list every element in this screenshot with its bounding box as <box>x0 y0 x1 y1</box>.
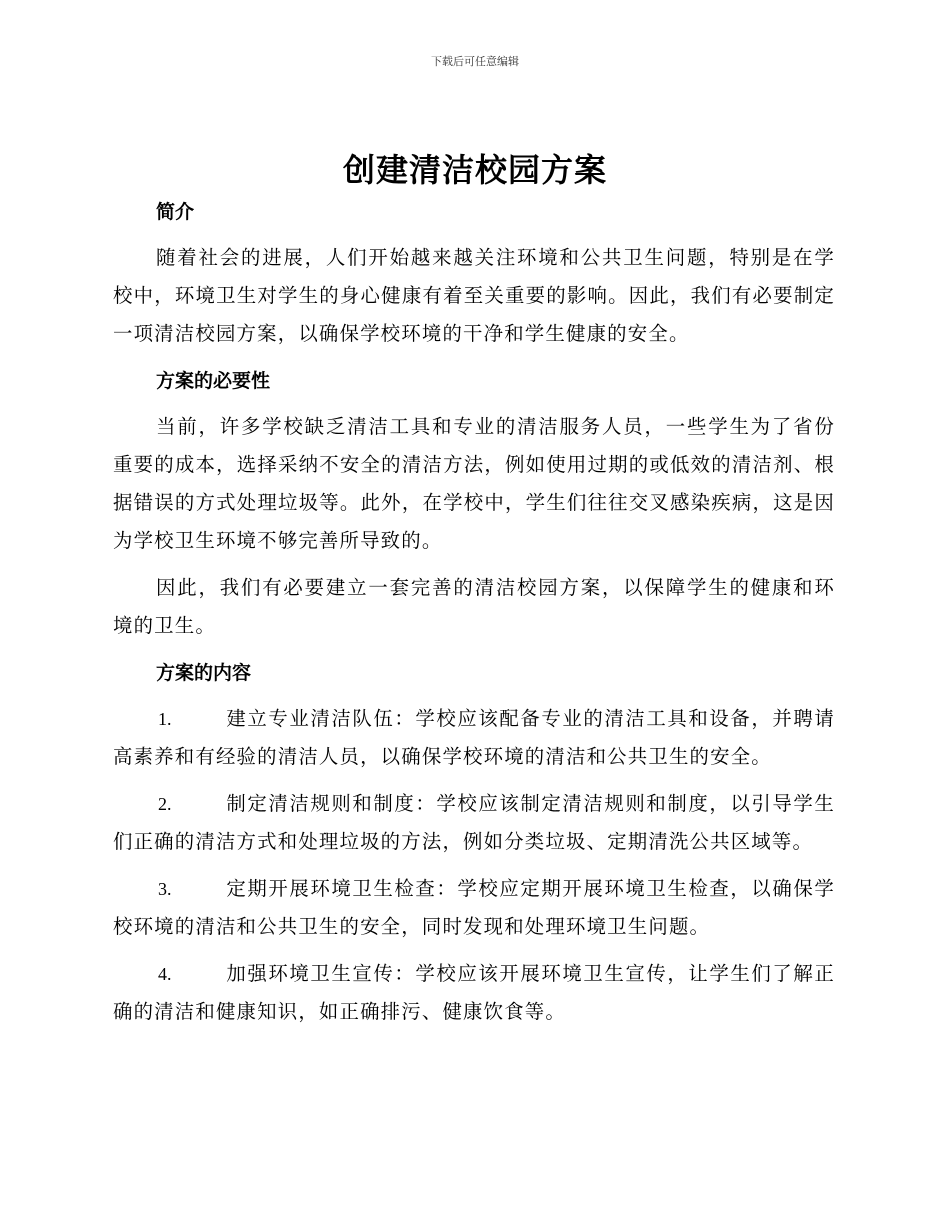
list-item-text: 定期开展环境卫生检查：学校应定期开展环境卫生检查，以确保学校环境的清洁和公共卫生的安全，同时发现和处理环境卫生问题。 <box>113 877 835 938</box>
list-item-number: 4. <box>158 964 172 984</box>
list-item <box>113 700 835 776</box>
intro-paragraph: 随着社会的进展，人们开始越来越关注环境和公共卫生问题，特别是在学校中，环境卫生对学生的身心健康有着至关重要的影响。因此，我们有必要制定一项清洁校园方案，以确保学校环境的干净和学生健康的安全。 <box>113 246 835 345</box>
list-item <box>113 955 835 1031</box>
list-item-number: 3. <box>158 879 172 899</box>
list-item <box>113 785 835 861</box>
necessity-paragraph-1: 当前，许多学校缺乏清洁工具和专业的清洁服务人员，一些学生为了省份重要的成本，选择采纳不安全的清洁方法，例如使用过期的或低效的清洁剂、根据错误的方式处理垃圾等。此外，在学校中，学生们往往交叉感染疾病，这是因为学校卫生环境不够完善所导致的。 <box>113 415 835 552</box>
list-item-text: 建立专业清洁队伍：学校应该配备专业的清洁工具和设备，并聘请高素养和有经验的清洁人员，以确保学校环境的清洁和公共卫生的安全。 <box>113 707 835 768</box>
document-body <box>113 194 835 1031</box>
section-heading-necessity: 方案的必要性 <box>156 370 271 392</box>
section-heading-intro: 简介 <box>156 201 195 223</box>
section-heading-content: 方案的内容 <box>156 662 252 684</box>
list-item-text: 制定清洁规则和制度：学校应该制定清洁规则和制度，以引导学生们正确的清洁方式和处理垃圾的方法，例如分类垃圾、定期清洗公共区域等。 <box>113 792 835 853</box>
list-item-text: 加强环境卫生宣传：学校应该开展环境卫生宣传，让学生们了解正确的清洁和健康知识，如正确排污、健康饮食等。 <box>113 962 835 1023</box>
list-item <box>113 870 835 946</box>
list-item-number: 2. <box>158 794 172 814</box>
document-title: 创建清洁校园方案 <box>342 151 607 189</box>
page-header-note: 下载后可任意编辑 <box>431 55 519 68</box>
necessity-paragraph-2: 因此，我们有必要建立一套完善的清洁校园方案，以保障学生的健康和环境的卫生。 <box>113 576 835 637</box>
list-item-number: 1. <box>158 709 172 729</box>
